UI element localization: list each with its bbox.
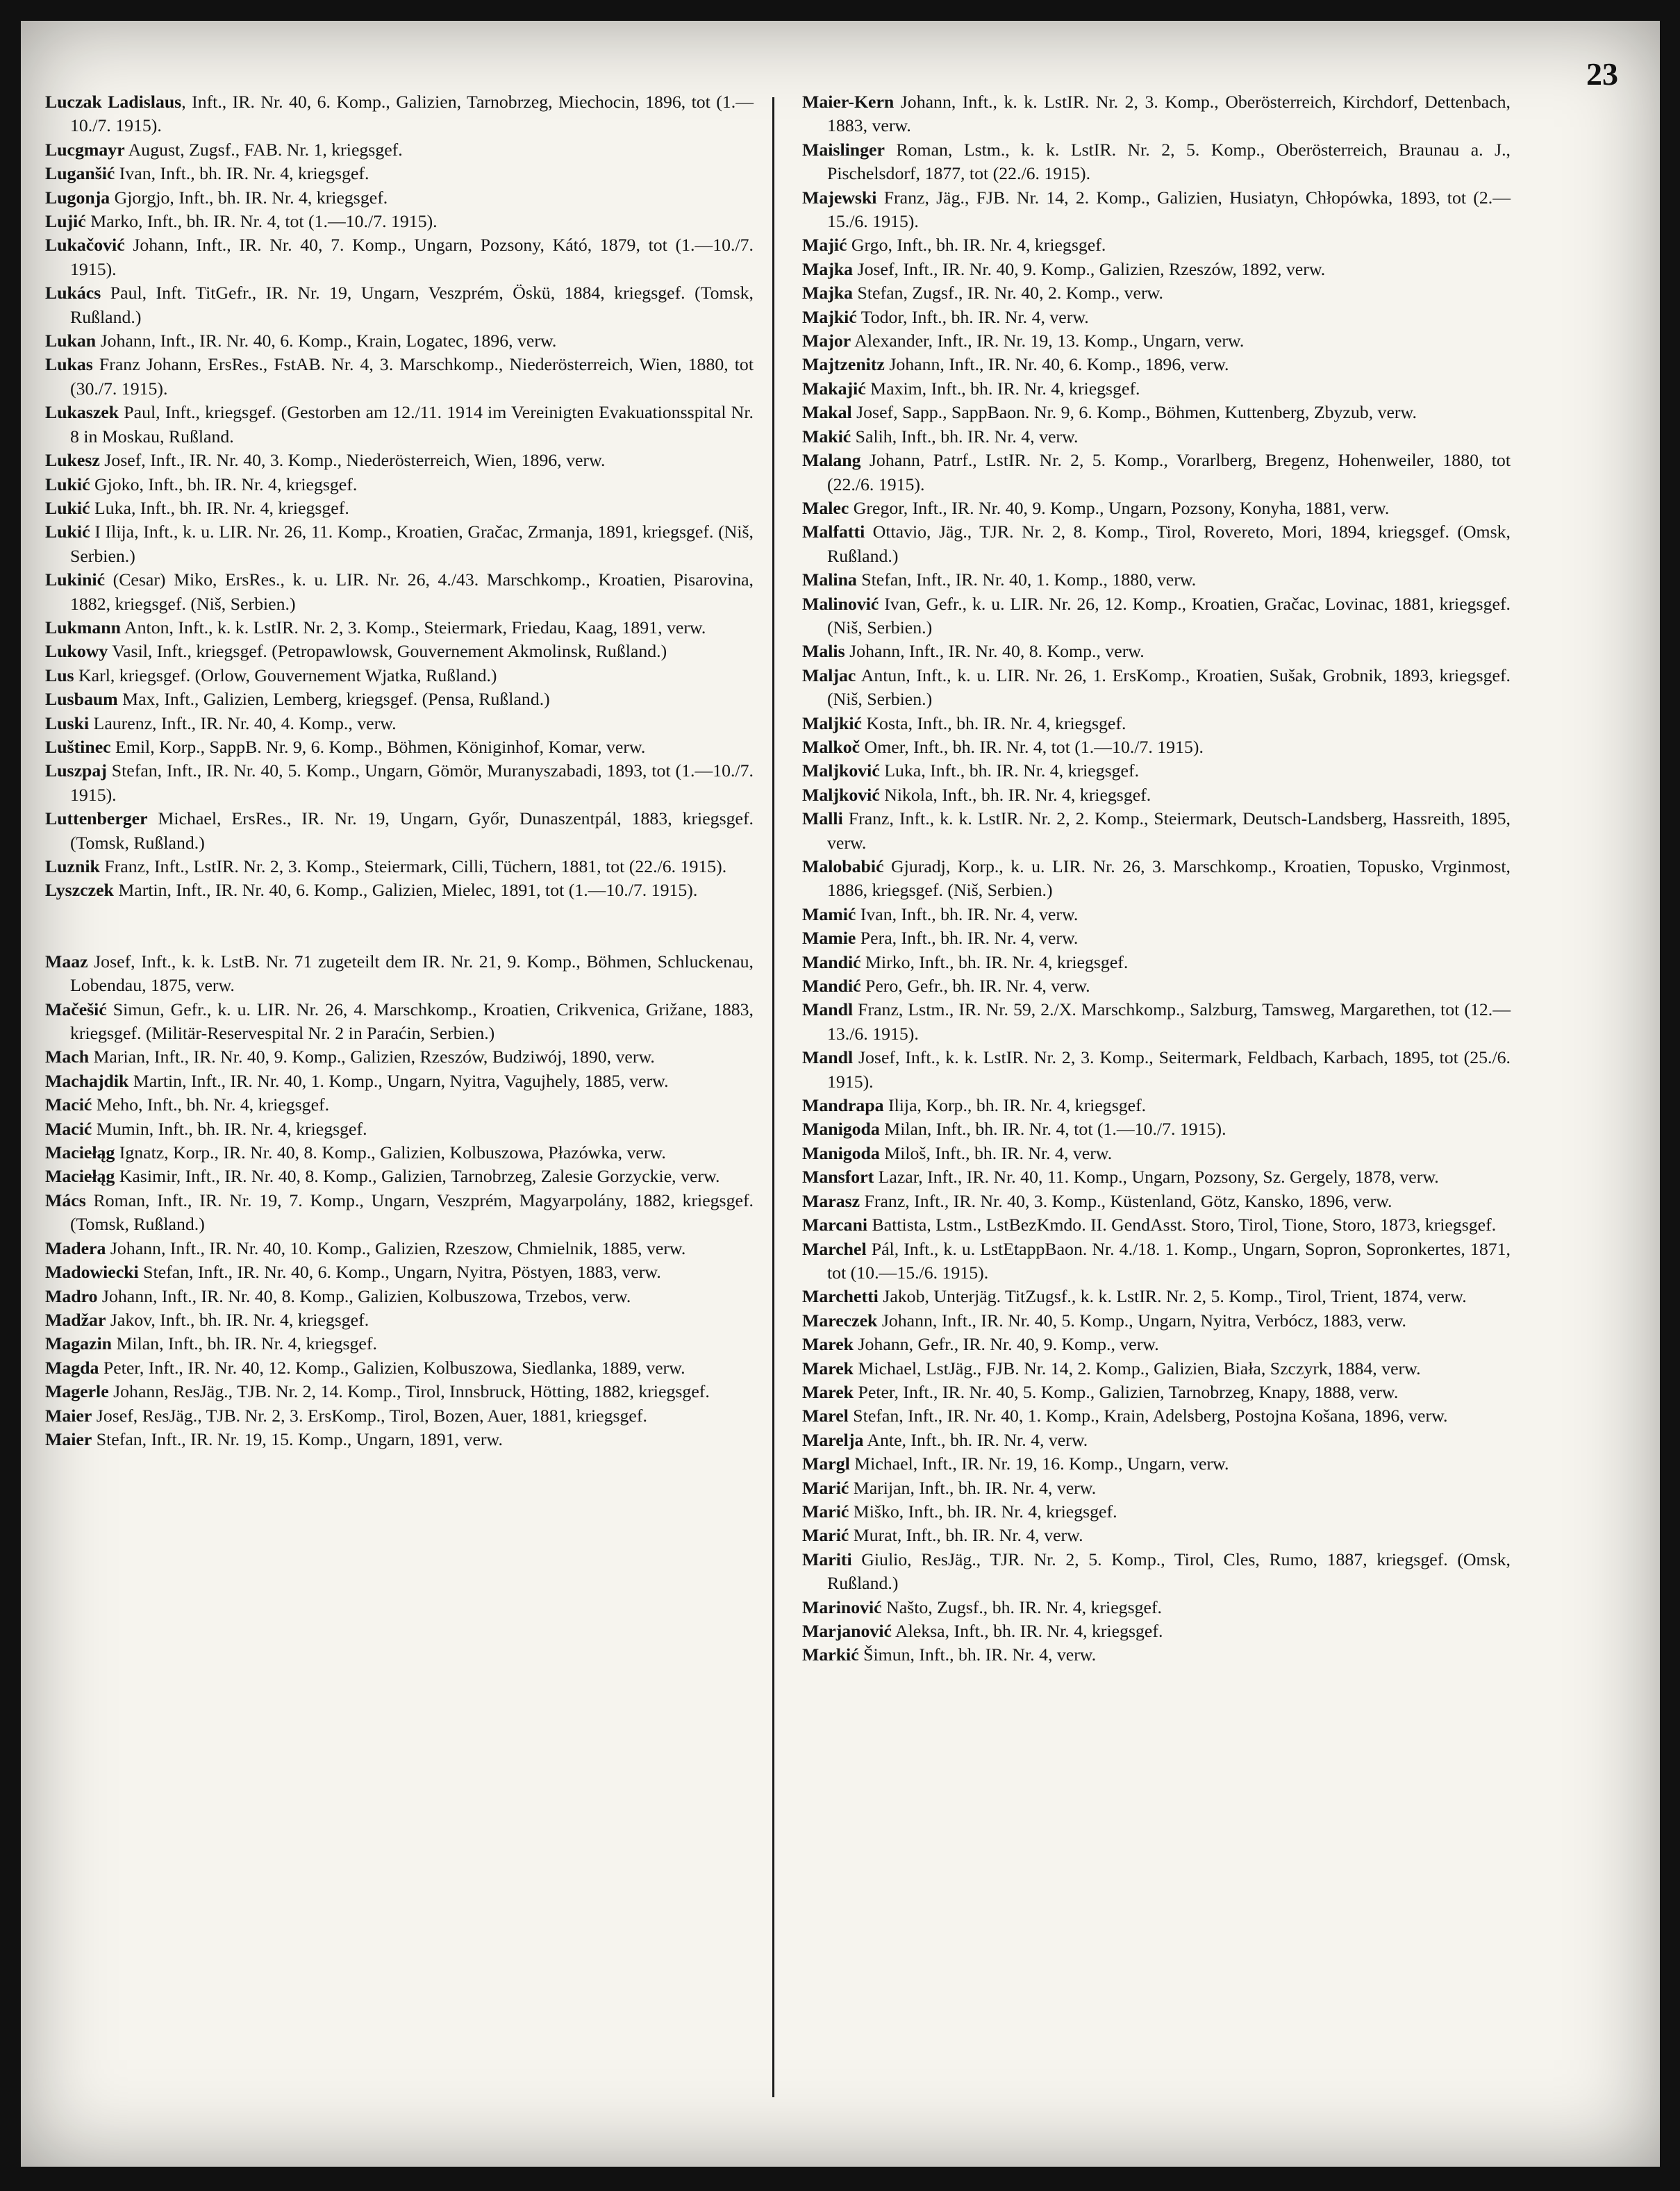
casualty-entry bbox=[802, 281, 1511, 305]
casualty-entry bbox=[802, 233, 1511, 257]
entry-details: Paul, Inft. TitGefr., IR. Nr. 19, Ungarn, Veszprém, Öskü, 1884, kriegsgef. (Tomsk, Rußland.) bbox=[70, 283, 754, 327]
entry-surname: Majka bbox=[802, 283, 854, 303]
entry-surname: Markić bbox=[802, 1644, 859, 1665]
casualty-entry bbox=[802, 449, 1511, 497]
casualty-entry bbox=[802, 592, 1511, 640]
casualty-entry bbox=[802, 855, 1511, 903]
entry-details: Roman, Inft., IR. Nr. 19, 7. Komp., Ungarn, Veszprém, Magyarpolány, 1882, kriegsgef. (Tomsk, Rußland.) bbox=[70, 1190, 754, 1235]
casualty-entry bbox=[802, 1094, 1511, 1117]
entry-surname: Majka bbox=[802, 258, 854, 279]
left-column bbox=[45, 90, 754, 1451]
entry-surname: Maier-Kern bbox=[802, 92, 895, 112]
entry-surname: Luganšić bbox=[45, 163, 115, 184]
entry-surname: Malina bbox=[802, 569, 857, 590]
entry-surname: Malec bbox=[802, 497, 849, 518]
entry-details: August, Zugsf., FAB. Nr. 1, kriegsgef. bbox=[124, 139, 403, 160]
entry-details: Michael, LstJäg., FJB. Nr. 14, 2. Komp., Galizien, Biała, Szczyrk, 1884, verw. bbox=[854, 1358, 1421, 1378]
entry-surname: Luczak Ladislaus bbox=[45, 92, 182, 112]
entry-surname: Mandrapa bbox=[802, 1095, 884, 1116]
entry-surname: Marcani bbox=[802, 1215, 868, 1235]
entry-details: Roman, Lstm., k. k. LstIR. Nr. 2, 5. Komp., Oberösterreich, Braunau a. J., Pischelsdorf, 1877, tot (22./6. 1915). bbox=[827, 139, 1511, 184]
entry-details: Šimun, Inft., bh. IR. Nr. 4, verw. bbox=[858, 1644, 1097, 1665]
entry-surname: Maaz bbox=[45, 951, 88, 972]
entry-surname: Makal bbox=[802, 402, 852, 423]
entry-surname: Malobabić bbox=[802, 856, 884, 876]
entry-details: Martin, Inft., IR. Nr. 40, 6. Komp., Galizien, Mielec, 1891, tot (1.—10./7. 1915). bbox=[113, 880, 698, 901]
entry-details: Nikola, Inft., bh. IR. Nr. 4, kriegsgef. bbox=[879, 784, 1151, 805]
entry-details: Josef, Sapp., SappBaon. Nr. 9, 6. Komp., Böhmen, Kuttenberg, Zbyzub, verw. bbox=[851, 402, 1417, 423]
casualty-entry bbox=[802, 664, 1511, 712]
entry-surname: Malfatti bbox=[802, 522, 865, 542]
entry-details: Stefan, Inft., IR. Nr. 40, 5. Komp., Ungarn, Gömör, Muranyszabadi, 1893, tot (1.—10./7. 1915). bbox=[70, 760, 754, 805]
entry-details: Maxim, Inft., bh. IR. Nr. 4, kriegsgef. bbox=[865, 378, 1140, 399]
casualty-entry bbox=[802, 568, 1511, 592]
entry-surname: Madro bbox=[45, 1285, 98, 1306]
document-page bbox=[21, 21, 1660, 2167]
entry-surname: Madžar bbox=[45, 1309, 106, 1330]
entry-details: Murat, Inft., bh. IR. Nr. 4, verw. bbox=[849, 1525, 1083, 1546]
entry-details: Simun, Gefr., k. u. LIR. Nr. 26, 4. Marschkomp., Kroatien, Crikvenica, Grižane, 1883, kriegsgef. (Militär-Reservespital Nr. 2 in Paraćin, Serbien.) bbox=[70, 999, 754, 1044]
casualty-entry bbox=[45, 1428, 754, 1451]
casualty-entry bbox=[802, 497, 1511, 520]
entry-details: Miloš, Inft., bh. IR. Nr. 4, verw. bbox=[879, 1142, 1113, 1163]
casualty-entry bbox=[45, 1237, 754, 1260]
right-column bbox=[802, 90, 1511, 1667]
entry-surname: Mansfort bbox=[802, 1167, 874, 1188]
casualty-entry bbox=[45, 998, 754, 1046]
casualty-entry bbox=[802, 1428, 1511, 1452]
entry-surname: Marić bbox=[802, 1501, 849, 1522]
entry-details: Vasil, Inft., kriegsgef. (Petropawlowsk, Gouvernement Akmolinsk, Rußland.) bbox=[108, 641, 667, 662]
entry-details: Miško, Inft., bh. IR. Nr. 4, kriegsgef. bbox=[849, 1501, 1117, 1522]
casualty-entry bbox=[45, 807, 754, 855]
entry-surname: Magerle bbox=[45, 1381, 109, 1402]
entry-surname: Malli bbox=[802, 808, 843, 829]
entry-surname: Lukmann bbox=[45, 617, 121, 638]
entry-details: Stefan, Inft., IR. Nr. 40, 6. Komp., Ungarn, Nyitra, Pöstyen, 1883, verw. bbox=[138, 1262, 661, 1283]
entry-surname: Maier bbox=[45, 1428, 92, 1449]
casualty-entry bbox=[45, 950, 754, 998]
entry-surname: Maier bbox=[45, 1405, 92, 1426]
entry-surname: Marek bbox=[802, 1381, 854, 1402]
casualty-entry bbox=[802, 306, 1511, 329]
entry-details: Michael, Inft., IR. Nr. 19, 16. Komp., Ungarn, verw. bbox=[849, 1453, 1229, 1474]
entry-details: Našto, Zugsf., bh. IR. Nr. 4, kriegsgef. bbox=[881, 1597, 1163, 1617]
entry-surname: Malinović bbox=[802, 593, 879, 614]
entry-details: Johann, Patrf., LstIR. Nr. 2, 5. Komp., Vorarlberg, Bregenz, Hohenweiler, 1880, tot (22./6. 1915). bbox=[827, 450, 1511, 494]
entry-details: Antun, Inft., k. u. LIR. Nr. 26, 1. ErsKomp., Kroatien, Sušak, Grobnik, 1893, kriegsgef. (Niš, Serbien.) bbox=[827, 665, 1511, 710]
entry-details: Mirko, Inft., bh. IR. Nr. 4, kriegsgef. bbox=[860, 951, 1129, 972]
entry-surname: Maciełąg bbox=[45, 1166, 115, 1187]
entry-details: Kosta, Inft., bh. IR. Nr. 4, kriegsgef. bbox=[861, 713, 1126, 733]
entry-details: Johann, ResJäg., TJB. Nr. 2, 14. Komp., Tirol, Innsbruck, Hötting, 1882, kriegsgef. bbox=[108, 1381, 710, 1402]
entry-details: Gjoko, Inft., bh. IR. Nr. 4, kriegsgef. bbox=[90, 474, 358, 494]
entry-details: Stefan, Inft., IR. Nr. 40, 1. Komp., 1880, verw. bbox=[856, 569, 1197, 590]
casualty-entry bbox=[45, 1356, 754, 1380]
entry-surname: Mandl bbox=[802, 999, 854, 1020]
entry-surname: Mandić bbox=[802, 951, 861, 972]
casualty-entry bbox=[802, 1381, 1511, 1404]
entry-details: Aleksa, Inft., bh. IR. Nr. 4, kriegsgef. bbox=[891, 1621, 1163, 1641]
entry-surname: Luštinec bbox=[45, 736, 111, 757]
entry-details: Milan, Inft., bh. IR. Nr. 4, kriegsgef. bbox=[112, 1333, 377, 1354]
entry-surname: Luznik bbox=[45, 856, 100, 876]
entry-surname: Marasz bbox=[802, 1190, 860, 1211]
entry-surname: Macić bbox=[45, 1118, 92, 1139]
page-number: 23 bbox=[1586, 56, 1618, 92]
entry-surname: Lukić bbox=[45, 497, 90, 518]
casualty-entry bbox=[802, 1165, 1511, 1189]
entry-details: Omer, Inft., bh. IR. Nr. 4, tot (1.—10./7. 1915). bbox=[860, 736, 1204, 757]
casualty-entry bbox=[802, 712, 1511, 735]
entry-details: Franz, Inft., k. k. LstIR. Nr. 2, 2. Komp., Steiermark, Deutsch-Landsberg, Hassreith, 1895, verw. bbox=[827, 808, 1511, 853]
casualty-entry bbox=[802, 1333, 1511, 1356]
entry-details: Franz, Inft., LstIR. Nr. 2, 3. Komp., Steiermark, Cilli, Tüchern, 1881, tot (22./6. 1915). bbox=[99, 856, 727, 876]
entry-details: Martin, Inft., IR. Nr. 40, 1. Komp., Ungarn, Nyitra, Vagujhely, 1885, verw. bbox=[128, 1070, 669, 1091]
entry-surname: Marek bbox=[802, 1358, 854, 1378]
entry-details: (Cesar) Miko, ErsRes., k. u. LIR. Nr. 26, 4./43. Marschkomp., Kroatien, Pisarovina, 1882, kriegsgef. (Niš, Serbien.) bbox=[70, 569, 754, 614]
entry-details: Kasimir, Inft., IR. Nr. 40, 8. Komp., Galizien, Tarnobrzeg, Zalesie Gorzyckie, verw. bbox=[115, 1166, 720, 1187]
entry-details: Franz, Lstm., IR. Nr. 59, 2./X. Marschkomp., Salzburg, Tamsweg, Margarethen, tot (12.—13./6. 1915). bbox=[827, 999, 1511, 1044]
entry-surname: Manigoda bbox=[802, 1142, 880, 1163]
entry-details: Ivan, Inft., bh. IR. Nr. 4, verw. bbox=[856, 903, 1079, 924]
entry-details: Peter, Inft., IR. Nr. 40, 5. Komp., Galizien, Tarnobrzeg, Knapy, 1888, verw. bbox=[854, 1381, 1399, 1402]
entry-surname: Malang bbox=[802, 450, 861, 471]
entry-surname: Maljac bbox=[802, 665, 856, 685]
entry-details: Jakov, Inft., bh. IR. Nr. 4, kriegsgef. bbox=[106, 1309, 369, 1330]
entry-surname: Madera bbox=[45, 1238, 106, 1258]
entry-details: Salih, Inft., bh. IR. Nr. 4, verw. bbox=[851, 426, 1079, 447]
casualty-entry bbox=[802, 1476, 1511, 1500]
entry-surname: Lukinić bbox=[45, 569, 106, 590]
entry-details: Karl, kriegsgef. (Orlow, Gouvernement Wjatka, Rußland.) bbox=[74, 665, 497, 685]
entry-details: Michael, ErsRes., IR. Nr. 19, Ungarn, Győr, Dunaszentpál, 1883, kriegsgef. (Tomsk, Rußland.) bbox=[70, 808, 754, 853]
entry-details: Anton, Inft., k. k. LstIR. Nr. 2, 3. Komp., Steiermark, Friedau, Kaag, 1891, verw. bbox=[120, 617, 706, 638]
entry-details: Ilija, Korp., bh. IR. Nr. 4, kriegsgef. bbox=[883, 1095, 1147, 1116]
casualty-entry bbox=[45, 233, 754, 281]
entry-details: Josef, Inft., IR. Nr. 40, 9. Komp., Galizien, Rzeszów, 1892, verw. bbox=[853, 258, 1326, 279]
entry-surname: Madowiecki bbox=[45, 1262, 139, 1283]
entry-surname: Marić bbox=[802, 1525, 849, 1546]
entry-surname: Lukowy bbox=[45, 641, 108, 662]
casualty-entry bbox=[802, 640, 1511, 663]
casualty-entry bbox=[802, 1213, 1511, 1237]
entry-surname: Mandić bbox=[802, 976, 861, 997]
casualty-entry bbox=[802, 807, 1511, 855]
casualty-entry bbox=[802, 138, 1511, 186]
entry-surname: Magda bbox=[45, 1357, 99, 1378]
casualty-entry bbox=[802, 1357, 1511, 1381]
casualty-entry bbox=[802, 974, 1511, 998]
entry-surname: Lukan bbox=[45, 331, 97, 351]
casualty-entry bbox=[802, 998, 1511, 1046]
entry-surname: Marelja bbox=[802, 1429, 864, 1450]
entry-details: Johann, Gefr., IR. Nr. 40, 9. Komp., verw. bbox=[854, 1334, 1159, 1355]
casualty-entry bbox=[802, 1285, 1511, 1308]
entry-surname: Luszpaj bbox=[45, 760, 107, 781]
entry-surname: Lusbaum bbox=[45, 689, 118, 710]
entry-surname: Makić bbox=[802, 426, 851, 447]
entry-details: Pero, Gefr., bh. IR. Nr. 4, verw. bbox=[860, 976, 1090, 997]
casualty-entry bbox=[45, 759, 754, 807]
entry-details: I Ilija, Inft., k. u. LIR. Nr. 26, 11. Komp., Kroatien, Gračac, Zrmanja, 1891, kriegsgef. (Niš, Serbien.) bbox=[70, 522, 754, 566]
entry-surname: Malkoč bbox=[802, 736, 860, 757]
casualty-entry bbox=[45, 186, 754, 210]
column-divider bbox=[772, 97, 774, 2097]
entry-details: Stefan, Inft., IR. Nr. 40, 1. Komp., Krain, Adelsberg, Postojna Košana, 1896, verw. bbox=[848, 1406, 1448, 1426]
entry-surname: Lujić bbox=[45, 211, 86, 232]
casualty-entry bbox=[45, 1093, 754, 1117]
entry-details: Franz Johann, ErsRes., FstAB. Nr. 4, 3. Marschkomp., Niederösterreich, Wien, 1880, tot (30./7. 1915). bbox=[70, 354, 754, 399]
entry-surname: Mačešić bbox=[45, 999, 107, 1019]
entry-details: Lazar, Inft., IR. Nr. 40, 11. Komp., Ungarn, Pozsony, Sz. Gergely, 1878, verw. bbox=[874, 1167, 1439, 1188]
casualty-entry bbox=[802, 377, 1511, 401]
casualty-entry bbox=[45, 353, 754, 401]
casualty-entry bbox=[802, 1524, 1511, 1547]
casualty-entry bbox=[45, 162, 754, 185]
casualty-entry bbox=[802, 951, 1511, 974]
entry-details: Luka, Inft., bh. IR. Nr. 4, kriegsgef. bbox=[90, 497, 349, 518]
entry-surname: Mamić bbox=[802, 903, 856, 924]
casualty-entry bbox=[45, 90, 754, 138]
entry-surname: Maljkić bbox=[802, 713, 862, 733]
casualty-entry bbox=[45, 1117, 754, 1141]
entry-details: Johann, Inft., IR. Nr. 40, 8. Komp., verw. bbox=[845, 641, 1145, 662]
casualty-entry bbox=[45, 1308, 754, 1332]
casualty-entry bbox=[802, 1452, 1511, 1476]
entry-surname: Makajić bbox=[802, 378, 866, 399]
entry-surname: Majtzenitz bbox=[802, 354, 885, 375]
entry-details: , Inft., IR. Nr. 40, 6. Komp., Galizien, Tarnobrzeg, Miechocin, 1896, tot (1.—10./7. 1915). bbox=[70, 92, 754, 136]
entry-surname: Magazin bbox=[45, 1333, 113, 1354]
entry-surname: Lugonja bbox=[45, 187, 110, 208]
entry-surname: Mach bbox=[45, 1047, 90, 1067]
entry-surname: Mariti bbox=[802, 1549, 852, 1569]
casualty-entry bbox=[802, 353, 1511, 376]
entry-surname: Marinović bbox=[802, 1597, 882, 1617]
entry-details: Josef, Inft., IR. Nr. 40, 3. Komp., Niederösterreich, Wien, 1896, verw. bbox=[99, 450, 606, 471]
casualty-entry bbox=[45, 1404, 754, 1428]
entry-details: Alexander, Inft., IR. Nr. 19, 13. Komp., Ungarn, verw. bbox=[851, 331, 1245, 351]
casualty-entry bbox=[802, 735, 1511, 759]
entry-details: Marian, Inft., IR. Nr. 40, 9. Komp., Galizien, Rzeszów, Budziwój, 1890, verw. bbox=[89, 1047, 655, 1067]
entry-surname: Lukesz bbox=[45, 450, 100, 471]
entry-details: Milan, Inft., bh. IR. Nr. 4, tot (1.—10./7. 1915). bbox=[879, 1119, 1226, 1140]
entry-surname: Mamie bbox=[802, 928, 856, 949]
entry-details: Mumin, Inft., bh. IR. Nr. 4, kriegsgef. bbox=[92, 1118, 367, 1139]
entry-details: Johann, Inft., IR. Nr. 40, 8. Komp., Galizien, Kolbuszowa, Trzebos, verw. bbox=[97, 1285, 631, 1306]
casualty-entry bbox=[802, 903, 1511, 926]
entry-surname: Maljković bbox=[802, 784, 880, 805]
entry-surname: Major bbox=[802, 331, 851, 351]
entry-details: Johann, Inft., IR. Nr. 40, 10. Komp., Galizien, Rzeszow, Chmielnik, 1885, verw. bbox=[106, 1238, 686, 1258]
entry-surname: Lucgmayr bbox=[45, 139, 125, 160]
casualty-entry bbox=[45, 520, 754, 568]
casualty-entry bbox=[802, 520, 1511, 568]
entry-details: Marko, Inft., bh. IR. Nr. 4, tot (1.—10./7. 1915). bbox=[85, 211, 438, 232]
casualty-entry bbox=[45, 210, 754, 233]
entry-details: Gjorgjo, Inft., bh. IR. Nr. 4, kriegsgef. bbox=[110, 187, 388, 208]
entry-surname: Majkić bbox=[802, 306, 857, 327]
casualty-entry bbox=[45, 855, 754, 878]
casualty-entry bbox=[45, 1332, 754, 1356]
entry-surname: Marchetti bbox=[802, 1286, 879, 1307]
entry-surname: Manigoda bbox=[802, 1119, 880, 1140]
entry-details: Emil, Korp., SappB. Nr. 9, 6. Komp., Böhmen, Königinhof, Komar, verw. bbox=[110, 736, 646, 757]
entry-details: Jakob, Unterjäg. TitZugsf., k. k. LstIR. Nr. 2, 5. Komp., Tirol, Trient, 1874, verw. bbox=[878, 1286, 1467, 1307]
entry-details: Luka, Inft., bh. IR. Nr. 4, kriegsgef. bbox=[879, 760, 1140, 781]
casualty-entry bbox=[802, 1190, 1511, 1213]
casualty-entry bbox=[45, 688, 754, 711]
entry-surname: Lukas bbox=[45, 354, 93, 375]
entry-details: Franz, Inft., IR. Nr. 40, 3. Komp., Küstenland, Götz, Kansko, 1896, verw. bbox=[860, 1190, 1392, 1211]
entry-surname: Marel bbox=[802, 1406, 849, 1426]
casualty-entry bbox=[802, 1643, 1511, 1667]
entry-details: Josef, Inft., k. k. LstB. Nr. 71 zugeteilt dem IR. Nr. 21, 9. Komp., Böhmen, Schluckenau, Lobendau, 1875, verw. bbox=[70, 951, 754, 996]
entry-details: Ignatz, Korp., IR. Nr. 40, 8. Komp., Galizien, Kolbuszowa, Płazówka, verw. bbox=[115, 1142, 666, 1163]
entry-details: Laurenz, Inft., IR. Nr. 40, 4. Komp., verw. bbox=[89, 713, 397, 733]
entry-details: Ante, Inft., bh. IR. Nr. 4, verw. bbox=[863, 1429, 1088, 1450]
casualty-entry bbox=[45, 1141, 754, 1165]
entry-details: Ottavio, Jäg., TJR. Nr. 2, 8. Komp., Tirol, Rovereto, Mori, 1894, kriegsgef. (Omsk, Rußland.) bbox=[827, 522, 1511, 566]
entry-surname: Lukaszek bbox=[45, 402, 119, 423]
casualty-entry bbox=[802, 401, 1511, 424]
entry-details: Pál, Inft., k. u. LstEtappBaon. Nr. 4./18. 1. Komp., Ungarn, Sopron, Sopronkertes, 1871, tot (10.—15./6. 1915). bbox=[827, 1238, 1511, 1283]
entry-details: Marijan, Inft., bh. IR. Nr. 4, verw. bbox=[849, 1477, 1097, 1498]
entry-surname: Lus bbox=[45, 665, 74, 685]
casualty-entry bbox=[45, 281, 754, 329]
casualty-entry bbox=[802, 1500, 1511, 1524]
entry-details: Stefan, Inft., IR. Nr. 19, 15. Komp., Ungarn, 1891, verw. bbox=[92, 1428, 503, 1449]
entry-surname: Majewski bbox=[802, 187, 877, 208]
entry-surname: Lukačović bbox=[45, 235, 125, 256]
entry-details: Paul, Inft., kriegsgef. (Gestorben am 12./11. 1914 im Vereinigten Evakuationsspital Nr. 8 in Moskau, Rußland. bbox=[70, 402, 754, 447]
entry-surname: Machajdik bbox=[45, 1070, 129, 1091]
casualty-entry bbox=[45, 664, 754, 688]
entry-details: Giulio, ResJäg., TJR. Nr. 2, 5. Komp., Tirol, Cles, Rumo, 1887, kriegsgef. (Omsk, Rußland.) bbox=[827, 1549, 1511, 1594]
entry-surname: Lukić bbox=[45, 522, 90, 542]
entry-surname: Lukić bbox=[45, 474, 90, 494]
entry-details: Johann, Inft., IR. Nr. 40, 6. Komp., 1896, verw. bbox=[884, 354, 1229, 375]
entry-details: Gjuradj, Korp., k. u. LIR. Nr. 26, 3. Marschkomp., Kroatien, Topusko, Vrginmost, 1886, kriegsgef. (Niš, Serbien.) bbox=[827, 856, 1511, 901]
casualty-entry bbox=[45, 1285, 754, 1308]
entry-details: Gregor, Inft., IR. Nr. 40, 9. Komp., Ungarn, Pozsony, Konyha, 1881, verw. bbox=[849, 497, 1390, 518]
entry-details: Josef, ResJäg., TJB. Nr. 2, 3. ErsKomp., Tirol, Bozen, Auer, 1881, kriegsgef. bbox=[92, 1405, 647, 1426]
entry-details: Pera, Inft., bh. IR. Nr. 4, verw. bbox=[856, 928, 1079, 949]
casualty-entry bbox=[45, 473, 754, 497]
entry-details: Johann, Inft., k. k. LstIR. Nr. 2, 3. Komp., Oberösterreich, Kirchdorf, Dettenbach, 1883, verw. bbox=[827, 92, 1511, 136]
casualty-entry bbox=[802, 1046, 1511, 1094]
casualty-entry bbox=[802, 926, 1511, 950]
entry-surname: Marjanović bbox=[802, 1621, 892, 1641]
entry-surname: Marchel bbox=[802, 1238, 867, 1259]
casualty-entry bbox=[802, 425, 1511, 449]
casualty-entry bbox=[45, 640, 754, 663]
casualty-entry bbox=[802, 1548, 1511, 1596]
entry-details: Johann, Inft., IR. Nr. 40, 6. Komp., Krain, Logatec, 1896, verw. bbox=[96, 331, 557, 351]
entry-surname: Malis bbox=[802, 641, 845, 662]
casualty-entry bbox=[802, 1117, 1511, 1141]
entry-surname: Lukács bbox=[45, 283, 101, 303]
entry-surname: Luttenberger bbox=[45, 808, 148, 829]
casualty-entry bbox=[802, 783, 1511, 807]
entry-surname: Mács bbox=[45, 1190, 86, 1210]
entry-details: Meho, Inft., bh. Nr. 4, kriegsgef. bbox=[92, 1094, 330, 1115]
entry-details: Grgo, Inft., bh. IR. Nr. 4, kriegsgef. bbox=[847, 235, 1106, 256]
casualty-entry bbox=[45, 712, 754, 735]
entry-surname: Mareczek bbox=[802, 1310, 878, 1331]
entry-surname: Margl bbox=[802, 1453, 850, 1474]
entry-surname: Maljković bbox=[802, 760, 880, 781]
entry-details: Johann, Inft., IR. Nr. 40, 5. Komp., Ungarn, Nyitra, Verbócz, 1883, verw. bbox=[877, 1310, 1406, 1331]
casualty-entry bbox=[802, 1142, 1511, 1165]
entry-details: Todor, Inft., bh. IR. Nr. 4, verw. bbox=[856, 306, 1089, 327]
casualty-entry bbox=[802, 90, 1511, 138]
casualty-entry bbox=[802, 1404, 1511, 1428]
entry-surname: Majić bbox=[802, 235, 847, 256]
casualty-entry bbox=[802, 1238, 1511, 1285]
casualty-entry bbox=[45, 138, 754, 162]
casualty-entry bbox=[45, 1189, 754, 1237]
entry-surname: Maislinger bbox=[802, 139, 885, 160]
casualty-entry bbox=[45, 497, 754, 520]
entry-surname: Mandl bbox=[802, 1047, 854, 1068]
casualty-entry bbox=[45, 1260, 754, 1284]
casualty-entry bbox=[45, 449, 754, 472]
entry-details: Ivan, Inft., bh. IR. Nr. 4, kriegsgef. bbox=[115, 163, 369, 184]
casualty-entry bbox=[45, 401, 754, 449]
casualty-entry bbox=[802, 1619, 1511, 1643]
entry-surname: Maciełąg bbox=[45, 1142, 115, 1163]
entry-details: Max, Inft., Galizien, Lemberg, kriegsgef. (Pensa, Rußland.) bbox=[117, 689, 550, 710]
entry-surname: Marić bbox=[802, 1477, 849, 1498]
casualty-entry bbox=[802, 329, 1511, 353]
casualty-entry bbox=[45, 329, 754, 353]
casualty-entry bbox=[45, 1380, 754, 1403]
entry-details: Franz, Jäg., FJB. Nr. 14, 2. Komp., Galizien, Husiatyn, Chłopówka, 1893, tot (2.—15./6. 1915). bbox=[827, 187, 1511, 232]
casualty-entry bbox=[45, 1045, 754, 1069]
casualty-entry bbox=[45, 1069, 754, 1093]
casualty-entry bbox=[45, 1165, 754, 1188]
entry-surname: Luski bbox=[45, 713, 90, 733]
entry-details: Johann, Inft., IR. Nr. 40, 7. Komp., Ungarn, Pozsony, Kátó, 1879, tot (1.—10./7. 1915). bbox=[70, 235, 754, 279]
entry-surname: Macić bbox=[45, 1094, 92, 1115]
entry-surname: Lyszczek bbox=[45, 880, 114, 901]
casualty-entry bbox=[45, 735, 754, 759]
casualty-entry bbox=[802, 759, 1511, 783]
casualty-entry bbox=[802, 186, 1511, 234]
entry-details: Stefan, Zugsf., IR. Nr. 40, 2. Komp., verw. bbox=[853, 283, 1163, 303]
entry-surname: Marek bbox=[802, 1334, 854, 1355]
entry-details: Battista, Lstm., LstBezKmdo. II. GendAsst. Storo, Tirol, Tione, Storo, 1873, kriegsgef. bbox=[867, 1215, 1497, 1235]
entry-details: Peter, Inft., IR. Nr. 40, 12. Komp., Galizien, Kolbuszowa, Siedlanka, 1889, verw. bbox=[99, 1357, 685, 1378]
casualty-entry bbox=[802, 1309, 1511, 1333]
casualty-entry bbox=[802, 258, 1511, 281]
casualty-entry bbox=[45, 568, 754, 616]
casualty-entry bbox=[45, 616, 754, 640]
casualty-entry bbox=[45, 878, 754, 902]
entry-details: Josef, Inft., k. k. LstIR. Nr. 2, 3. Komp., Seitermark, Feldbach, Karbach, 1895, tot (25./6. 1915). bbox=[827, 1047, 1511, 1092]
casualty-entry bbox=[802, 1596, 1511, 1619]
entry-details: Ivan, Gefr., k. u. LIR. Nr. 26, 12. Komp., Kroatien, Gračac, Lovinac, 1881, kriegsgef. (Niš, Serbien.) bbox=[827, 593, 1511, 638]
